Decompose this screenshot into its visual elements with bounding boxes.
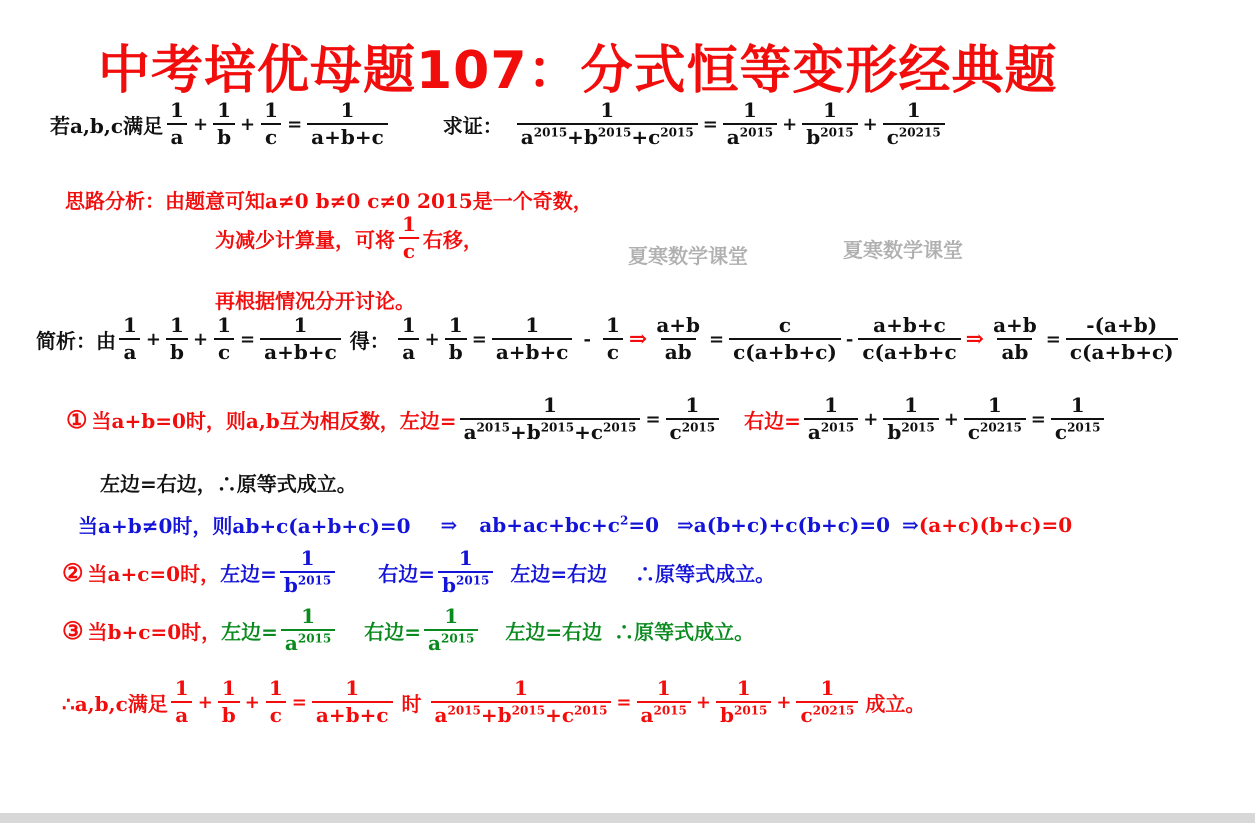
fraction-1-over-b-power: $\frac{1}{b^{2015}}$: [802, 100, 857, 148]
implies-arrow-1: ⇒: [628, 326, 648, 352]
fraction-1-over-c-power: $\frac{1}{c^{20215}}$: [883, 100, 945, 148]
fraction-1-over-b: $\frac{1}{b}$: [213, 100, 235, 148]
problem-statement: 若a,b,c满足 $\frac{1}{a}$ + $\frac{1}{b}$ + $\frac{1}{c}$ = $\frac{1}{a+b+c}$ 求证： $\frac{1}{a^{2015}+b^{2015}+c^{2015}}$ = $\frac{1}{a^{2015}}$ + $\frac{1}{b^{2015}}$ + $\frac{1}{c^{20215}}$: [50, 100, 948, 148]
analysis-line-2: 为减少计算量，可将 $\frac{1}{c}$ 右移，: [215, 212, 483, 263]
fraction-1-over-sum: $\frac{1}{a+b+c}$: [307, 100, 388, 148]
implies-arrow-2: ⇒: [965, 326, 985, 352]
case-2-marker: ②: [62, 557, 84, 587]
brief-derivation: 简析：由 $\frac{1}{a}$ + $\frac{1}{b}$ + $\frac{1}{c}$ = $\frac{1}{a+b+c}$ 得： $\frac{1}{a}$ + $\frac{1}{b}$ = $\frac{1}{a+b+c}$ - $\frac{1}{c}$ ⇒ $\frac{a+b}{ab}$ = $\frac{c}{c(a+b+c)}$ - $\frac{a+b+c}{c(a+b+c}$ ⇒ $\frac{a+b}{ab}$ = $\frac{-(a+b)}{c(a+b+c)}$: [36, 315, 1181, 363]
case-3: ③ 当b+c=0时， 左边= $\frac{1}{a^{2015}}$ 右边= $\frac{1}{a^{2015}}$ 左边=右边 ∴原等式成立。: [62, 604, 755, 655]
case-2: ② 当a+c=0时， 左边= $\frac{1}{b^{2015}}$ 右边= $\frac{1}{b^{2015}}$ 左边=右边 ∴原等式成立。: [62, 546, 776, 597]
fraction-1-over-c-analysis: $\frac{1}{c}$: [398, 214, 420, 262]
page-title: 中考培优母题107：分式恒等变形经典题: [98, 41, 1058, 101]
case-3-marker: ③: [62, 615, 84, 645]
watermark-1: 夏寒数学课堂: [628, 244, 748, 268]
fraction-1-over-c: $\frac{1}{c}$: [260, 100, 282, 148]
analysis-line-1: 思路分析：由题意可知a≠0 b≠0 c≠0 2015是一个奇数，: [65, 189, 593, 213]
case-1-marker: ①: [66, 404, 88, 434]
watermark-2: 夏寒数学课堂: [843, 238, 963, 262]
fraction-1-over-power-sum: $\frac{1}{a^{2015}+b^{2015}+c^{2015}}$: [517, 100, 698, 148]
fraction-1-over-a-power: $\frac{1}{a^{2015}}$: [723, 100, 777, 148]
problem-prefix: 若a,b,c满足: [50, 113, 164, 138]
bottom-scrollbar-track[interactable]: [0, 813, 1255, 823]
case-1: ① 当a+b=0时，则a,b互为相反数，左边= $\frac{1}{a^{2015}+b^{2015}+c^{2015}}$ = $\frac{1}{c^{2015}}$ 右边= $\frac{1}{a^{2015}}$ + $\frac{1}{b^{2015}}$ + $\frac{1}{c^{20215}}$ = $\frac{1}{c^{2015}}$: [66, 395, 1107, 443]
prove-label: 求证：: [442, 113, 503, 138]
case-mid: 当a+b≠0时，则ab+c(a+b+c)=0 ⇒ $ab+ac+bc+c^2=0$ ⇒a(b+c)+c(b+c)=0 ⇒ (a+c)(b+c)=0: [78, 512, 1073, 538]
fraction-1-over-a: $\frac{1}{a}$: [166, 100, 188, 148]
analysis-line-3: 再根据情况分开讨论。: [215, 289, 415, 313]
case-1-conclusion: 左边=右边，∴原等式成立。: [100, 472, 357, 496]
final-statement: ∴a,b,c满足 $\frac{1}{a}$ + $\frac{1}{b}$ + $\frac{1}{c}$ = $\frac{1}{a+b+c}$ 时 $\frac{1}{a^{2015}+b^{2015}+c^{2015}}$ = $\frac{1}{a^{2015}}$ + $\frac{1}{b^{2015}}$ + $\frac{1}{c^{20215}}$ 成立。: [62, 676, 926, 727]
